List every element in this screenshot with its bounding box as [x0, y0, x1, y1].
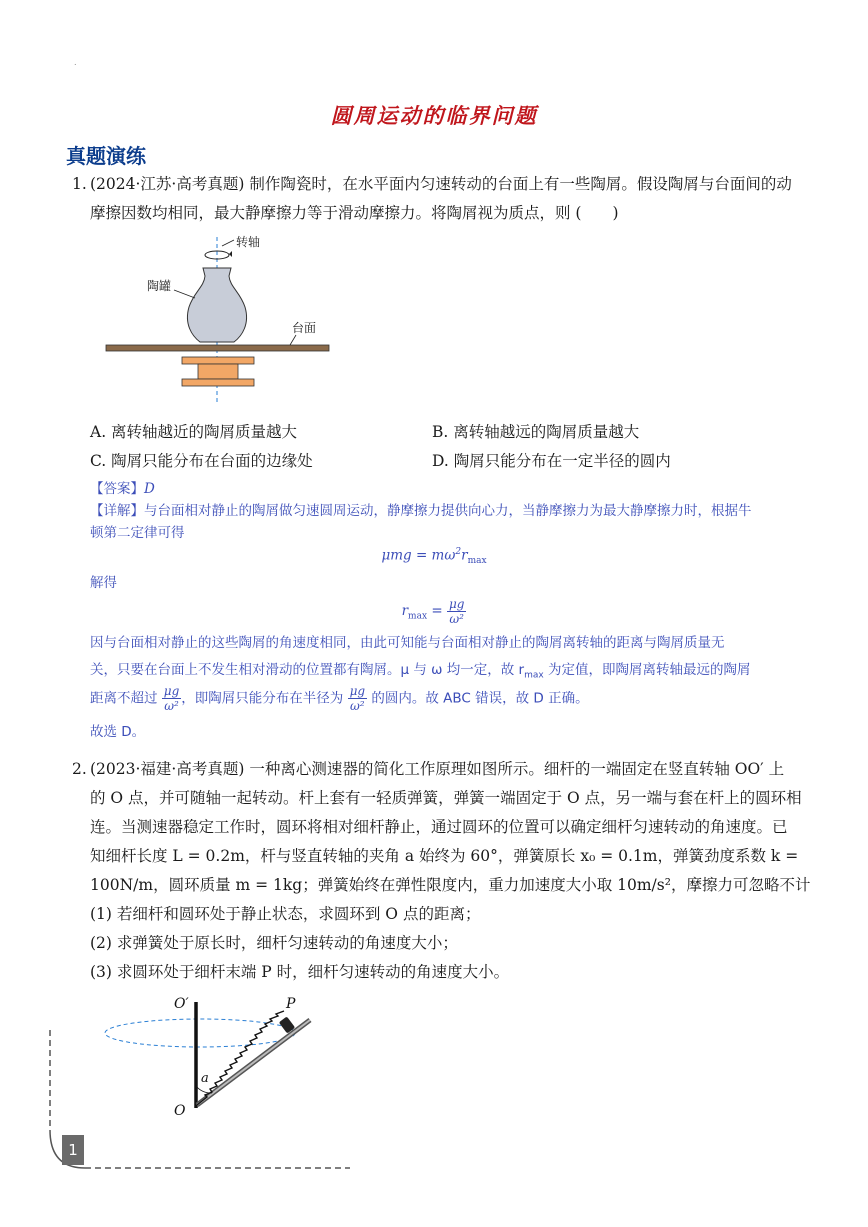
- option-d[interactable]: D. 陶屑只能分布在一定半径的圆内: [432, 452, 671, 470]
- fraction: [348, 684, 367, 713]
- question-1-number: 1.: [72, 175, 87, 193]
- question-1-line: 摩擦因数均相同，最大静摩擦力等于滑动摩擦力。将陶屑视为质点，则 ( ): [90, 204, 619, 222]
- detail-text: 关，只要在台面上不发生相对滑动的位置都有陶屑。μ 与 ω 均一定，故 r: [90, 662, 525, 678]
- detail-text: 的圆内。故 ABC 错误，故 D 正确。: [371, 690, 589, 707]
- option-a[interactable]: A. 离转轴越近的陶屑质量越大: [90, 423, 298, 441]
- detail-text: 距离不超过: [90, 690, 158, 707]
- question-2-line: 100N/m，圆环质量 m = 1kg；弹簧始终在弹性限度内，重力加速度大小取 10m/s²，摩擦力可忽略不计: [90, 876, 811, 894]
- formula-2: [0, 597, 868, 626]
- detail-line-2: 顿第二定律可得: [90, 525, 185, 541]
- fraction-numerator: μg: [448, 597, 465, 611]
- formula-1-r: r: [461, 547, 468, 564]
- answer-tag: 【答案】: [90, 481, 144, 497]
- vase-label: 陶罐: [147, 279, 172, 293]
- page-corner-decoration: [45, 1030, 355, 1175]
- question-2-line: (2023·福建·高考真题) 一种离心测速器的简化工作原理如图所示。细杆的一端固定在竖直转轴 OO′ 上: [90, 760, 785, 778]
- question-2: [72, 755, 812, 987]
- label-o: O: [174, 1103, 186, 1119]
- label-p: P: [286, 996, 296, 1012]
- detail-line-1: [90, 498, 752, 525]
- fraction-numerator: μg: [349, 684, 366, 698]
- formula-1-sup: 2: [455, 547, 462, 557]
- question-2-line: 的 O 点，并可随轴一起转动。杆上套有一轻质弹簧，弹簧一端固定于 O 点，另一端与套在杆上的圆环相: [90, 789, 802, 807]
- fraction-numerator: μg: [163, 684, 180, 698]
- fraction-denominator: ω²: [350, 699, 365, 713]
- option-b[interactable]: B. 离转轴越远的陶屑质量越大: [432, 423, 640, 441]
- label-angle: a: [201, 1071, 209, 1086]
- label-o-prime: O′: [174, 996, 189, 1012]
- sub-question-2: (2) 求弹簧处于原长时，细杆匀速转动的角速度大小；: [90, 934, 458, 952]
- answer-value: D: [144, 481, 155, 497]
- formula-2-r: r: [401, 603, 409, 619]
- detail-tag: 【详解】: [90, 503, 144, 519]
- detail-line-5: [90, 684, 589, 713]
- detail-text: 与台面相对静止的陶屑做匀速圆周运动，静摩擦力提供向心力，当静摩擦力为最大静摩擦力时，根据牛: [144, 503, 752, 519]
- conclusion: 故选 D。: [90, 724, 146, 740]
- header-mark: .: [74, 58, 77, 67]
- formula-1: [0, 547, 868, 566]
- detail-line-3: 因与台面相对静止的这些陶屑的角速度相同，由此可知能与台面相对静止的陶屑离转轴的距离与陶屑质量无: [90, 635, 725, 651]
- pottery-wheel-figure: [100, 232, 340, 407]
- question-2-line: 连。当测速器稳定工作时，圆环将相对细杆静止，通过圆环的位置可以确定细杆匀速转动的角速度。已: [90, 818, 788, 836]
- question-2-line: 知细杆长度 L = 0.2m，杆与竖直转轴的夹角 a 始终为 60°，弹簧原长 x₀ = 0.1m，弹簧劲度系数 k =: [90, 847, 799, 865]
- formula-1-lhs: μmg = mω: [381, 547, 456, 564]
- page-number: 1: [62, 1135, 84, 1165]
- detail-text: ，即陶屑只能分布在半径为: [181, 690, 344, 707]
- table-label: 台面: [292, 321, 317, 335]
- formula-2-eq: =: [427, 603, 447, 619]
- fraction: [162, 684, 181, 713]
- question-2-number: 2.: [72, 760, 87, 778]
- page-title: 圆周运动的临界问题: [330, 103, 538, 128]
- sub-question-3: (3) 求圆环处于细杆末端 P 时，细杆匀速转动的角速度大小。: [90, 963, 510, 981]
- fraction-denominator: ω²: [164, 699, 179, 713]
- formula-1-sub: max: [467, 556, 487, 567]
- question-1-line: (2024·江苏·高考真题) 制作陶瓷时，在水平面内匀速转动的台面上有一些陶屑。假设陶屑与台面间的动: [90, 175, 792, 193]
- question-1: [72, 170, 812, 228]
- axis-label: 转轴: [236, 235, 261, 249]
- formula-2-sub: max: [408, 611, 428, 622]
- detail-sub: max: [524, 670, 544, 681]
- detail-text: 为定值，即陶屑离转轴最远的陶屑: [543, 662, 751, 678]
- section-heading: 真题演练: [66, 144, 146, 168]
- solve-label: 解得: [90, 575, 117, 591]
- fraction: [447, 597, 466, 626]
- option-c[interactable]: C. 陶屑只能分布在台面的边缘处: [90, 452, 313, 470]
- fraction-denominator: ω²: [449, 612, 464, 626]
- sub-question-1: (1) 若细杆和圆环处于静止状态，求圆环到 O 点的距离；: [90, 905, 481, 923]
